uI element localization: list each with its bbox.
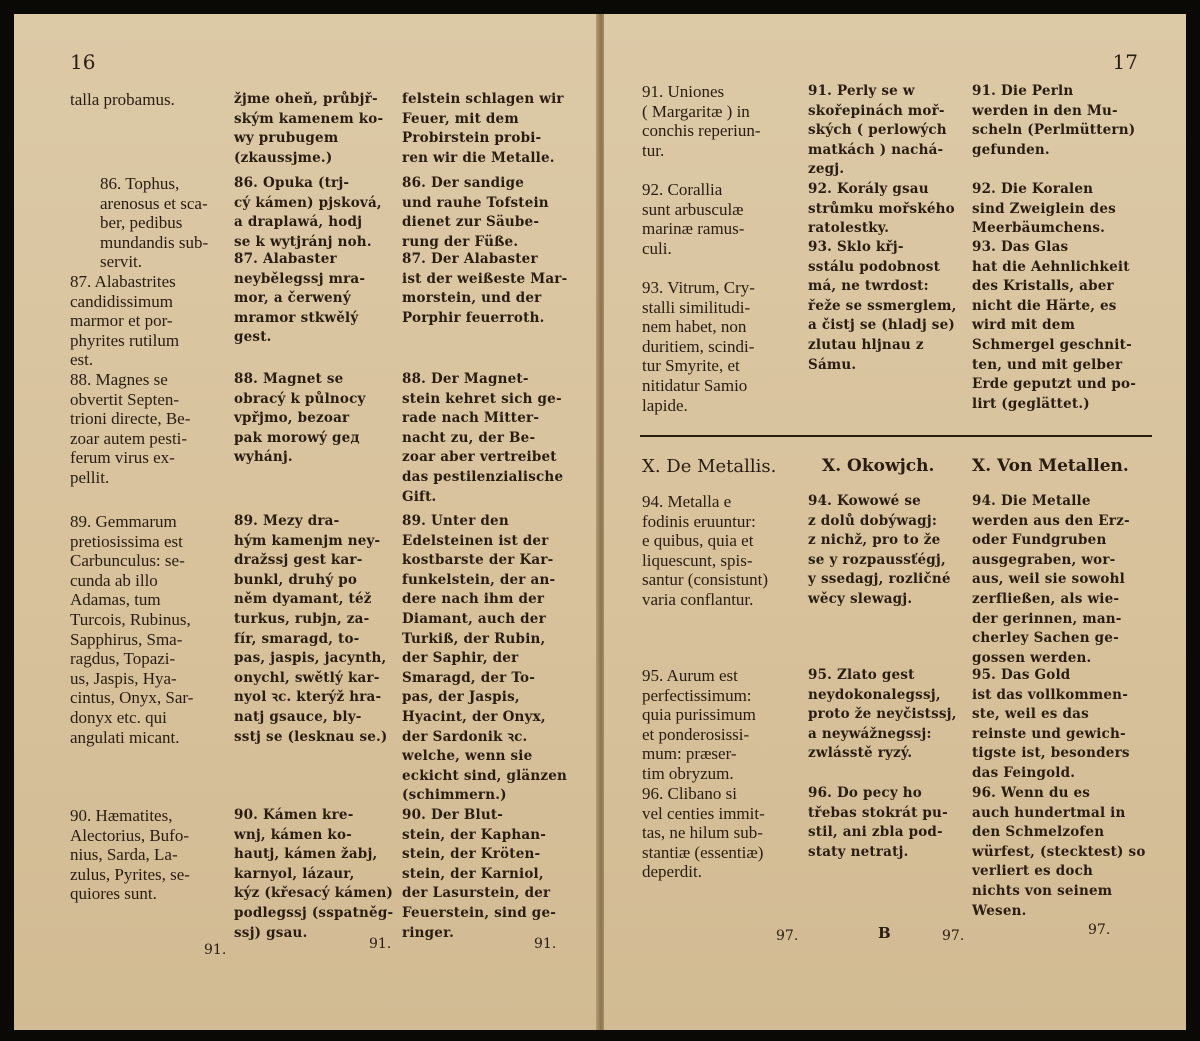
- latin-paragraph: 88. Magnes se obvertit Septen- trioni directe, Be- zoar autem pesti- ferum virus ex- pellit.: [70, 370, 191, 487]
- german-paragraph: 95. Das Gold ist das vollkommen- ste, weil es das reinste und gewich- tigste ist, besonders das Feingold.: [972, 667, 1130, 781]
- czech-paragraph: 93. Sklo křj- sstálu podobnost má, ne twrdost: řeže se ssmerglem, a čistj se (hladj se) zlutau hljnau z Sámu.: [808, 239, 957, 373]
- czech-paragraph: 89. Mezy dra- hým kamenjm ney- dražssj gest kar- bunkl, druhý po něm dyamant, též turkus, rubjn, za- fír, smaragd, to- pas, jaspis, jacynth, onychl, swětlý kar- nyol ꝛc. kterýž hra- natj gsauce, bly- sstj se (lesknau se.): [234, 513, 388, 745]
- catchword: 97.: [942, 928, 965, 944]
- latin-paragraph: 95. Aurum est perfectissimum: quia purissimum et ponderosissi- mum: præser- tim obryzum.: [642, 666, 756, 783]
- catchword: 97.: [1088, 922, 1111, 938]
- right-page: [604, 14, 1186, 1030]
- german-paragraph: 87. Der Alabaster ist der weißeste Mar- morstein, und der Porphir feuerroth.: [402, 251, 568, 326]
- czech-paragraph: 94. Kowowé se z dolů dobýwagj: z nichž, pro to že se y rozpaussťégj, y ssedagj, rozličné wěcy slewagj.: [808, 493, 951, 607]
- latin-paragraph: 96. Clibano si vel centies immit- tas, ne hilum sub- stantiæ (essentiæ) deperdit.: [642, 784, 765, 882]
- latin-paragraph: 90. Hæmatites, Alectorius, Bufo- nius, Sarda, La- zulus, Pyrites, se- quiores sunt.: [70, 806, 190, 904]
- czech-paragraph: 87. Alabaster neybělegssj mra- mor, a čerwený mramor stkwělý gest.: [234, 251, 366, 346]
- czech-paragraph: žjme oheň, průbjř- ským kamenem ko- wy prubugem (zkaussjme.): [234, 91, 384, 166]
- latin-paragraph: 93. Vitrum, Cry- stalli similitudi- nem habet, non duritiem, scindi- tur Smyrite, et nitidatur Samio lapide.: [642, 278, 755, 415]
- section-divider: [640, 435, 1152, 437]
- german-paragraph: 93. Das Glas hat die Aehnlichkeit des Kristalls, aber nicht die Härte, es wird mit dem Schmergel geschnit- ten, und mit gelber Erde geputzt und po- lirt (geglättet.): [972, 239, 1137, 412]
- german-paragraph: 90. Der Blut- stein, der Kaphan- stein, der Kröten- stein, der Karniol, der Lasurstein, der Feuerstein, sind ge- ringer.: [402, 807, 557, 941]
- latin-paragraph: 94. Metalla e fodinis eruuntur: e quibus, quia et liquescunt, spis- santur (consistunt) varia conflantur.: [642, 492, 769, 609]
- czech-paragraph: 86. Opuka (trj- cý kámen) pjsková, a draplawá, hodj se k wytjránj noh.: [234, 175, 382, 250]
- latin-paragraph: 87. Alabastrites candidissimum marmor et por- phyrites rutilum est.: [70, 272, 180, 370]
- german-paragraph: 91. Die Perln werden in den Mu- scheln (Perlmüttern) gefunden.: [972, 83, 1136, 158]
- left-page: [14, 14, 598, 1030]
- czech-paragraph: 90. Kámen kre- wnj, kámen ko- hautj, kámen žabj, karnyol, lázaur, kýz (křesacý kámen) podlegssj (sspatněg- ssj) gsau.: [234, 807, 394, 941]
- german-paragraph: 89. Unter den Edelsteinen ist der kostbarste der Kar- funkelstein, der an- dere nach ihm der Diamant, auch der Turkiß, der Rubin, der Saphir, der Smaragd, der To- pas, der Jaspis, Hyacint, der Onyx, der Sardonik ꝛc. welche, wenn sie eckicht sind, glänzen (schimmern.): [402, 513, 568, 804]
- latin-paragraph: 89. Gemmarum pretiosissima est Carbunculus: se- cunda ab illo Adamas, tum Turcois, Rubinus, Sapphirus, Sma- ragdus, Topazi- us, Jaspis, Hya- cintus, Onyx, Sar- donyx etc. qui angulati micant.: [70, 512, 194, 747]
- latin-paragraph: talla probamus.: [70, 90, 175, 109]
- czech-paragraph: 88. Magnet se obracý k půlnocy vpřjmo, bezoar pak morowý gед wyhánj.: [234, 371, 366, 466]
- german-paragraph: 88. Der Magnet- stein kehret sich ge- rade nach Mitter- nacht zu, der Be- zoar aber vertreibet das pestilenzialische Gift.: [402, 371, 564, 505]
- section-heading-german: X. Von Metallen.: [972, 456, 1129, 476]
- section-heading-latin: X. De Metallis.: [642, 456, 777, 477]
- czech-paragraph: 91. Perly se w skořepinách moř- ských ( perlowých matkách ) nachá- zegj.: [808, 83, 947, 178]
- catchword: 91.: [204, 942, 227, 958]
- czech-paragraph: 95. Zlato gest neydokonalegssj, proto že neyčistssj, a neywážnegssj: zwlásstě ryzý.: [808, 667, 957, 762]
- czech-paragraph: 92. Korály gsau strůmku mořského ratolestky.: [808, 181, 955, 237]
- german-paragraph: felstein schlagen wir Feuer, mit dem Probirstein probi- ren wir die Metalle.: [402, 91, 564, 166]
- latin-paragraph: 92. Corallia sunt arbusculæ marinæ ramus- culi.: [642, 180, 745, 258]
- german-paragraph: 86. Der sandige und rauhe Tofstein dienet zur Säube- rung der Füße.: [402, 175, 549, 250]
- latin-paragraph: 86. Tophus, arenosus et sca- ber, pedibus mundandis sub- servit.: [100, 174, 209, 272]
- catchword: 91.: [369, 936, 392, 952]
- czech-paragraph: 96. Do pecy ho třebas stokrát pu- stil, ani zbla pod- staty netratj.: [808, 785, 948, 860]
- section-heading-czech: X. Okowjch.: [822, 456, 935, 476]
- german-paragraph: 94. Die Metalle werden aus den Erz- oder Fundgruben ausgegraben, wor- aus, weil sie sowohl zerfließen, als wie- der gerinnen, man- cherley Sachen ge- gossen werden.: [972, 493, 1130, 666]
- signature-mark: B: [878, 924, 891, 942]
- page-number: 16: [70, 50, 96, 74]
- german-paragraph: 96. Wenn du es auch hundertmal in den Schmelzofen würfest, (stecktest) so verliert es doch nichts von seinem Wesen.: [972, 785, 1146, 919]
- latin-paragraph: 91. Uniones ( Margaritæ ) in conchis reperiun- tur.: [642, 82, 761, 160]
- catchword: 91.: [534, 936, 557, 952]
- catchword: 97.: [776, 928, 799, 944]
- page-number: 17: [1112, 50, 1138, 74]
- german-paragraph: 92. Die Koralen sind Zweiglein des Meerbäumchens.: [972, 181, 1116, 237]
